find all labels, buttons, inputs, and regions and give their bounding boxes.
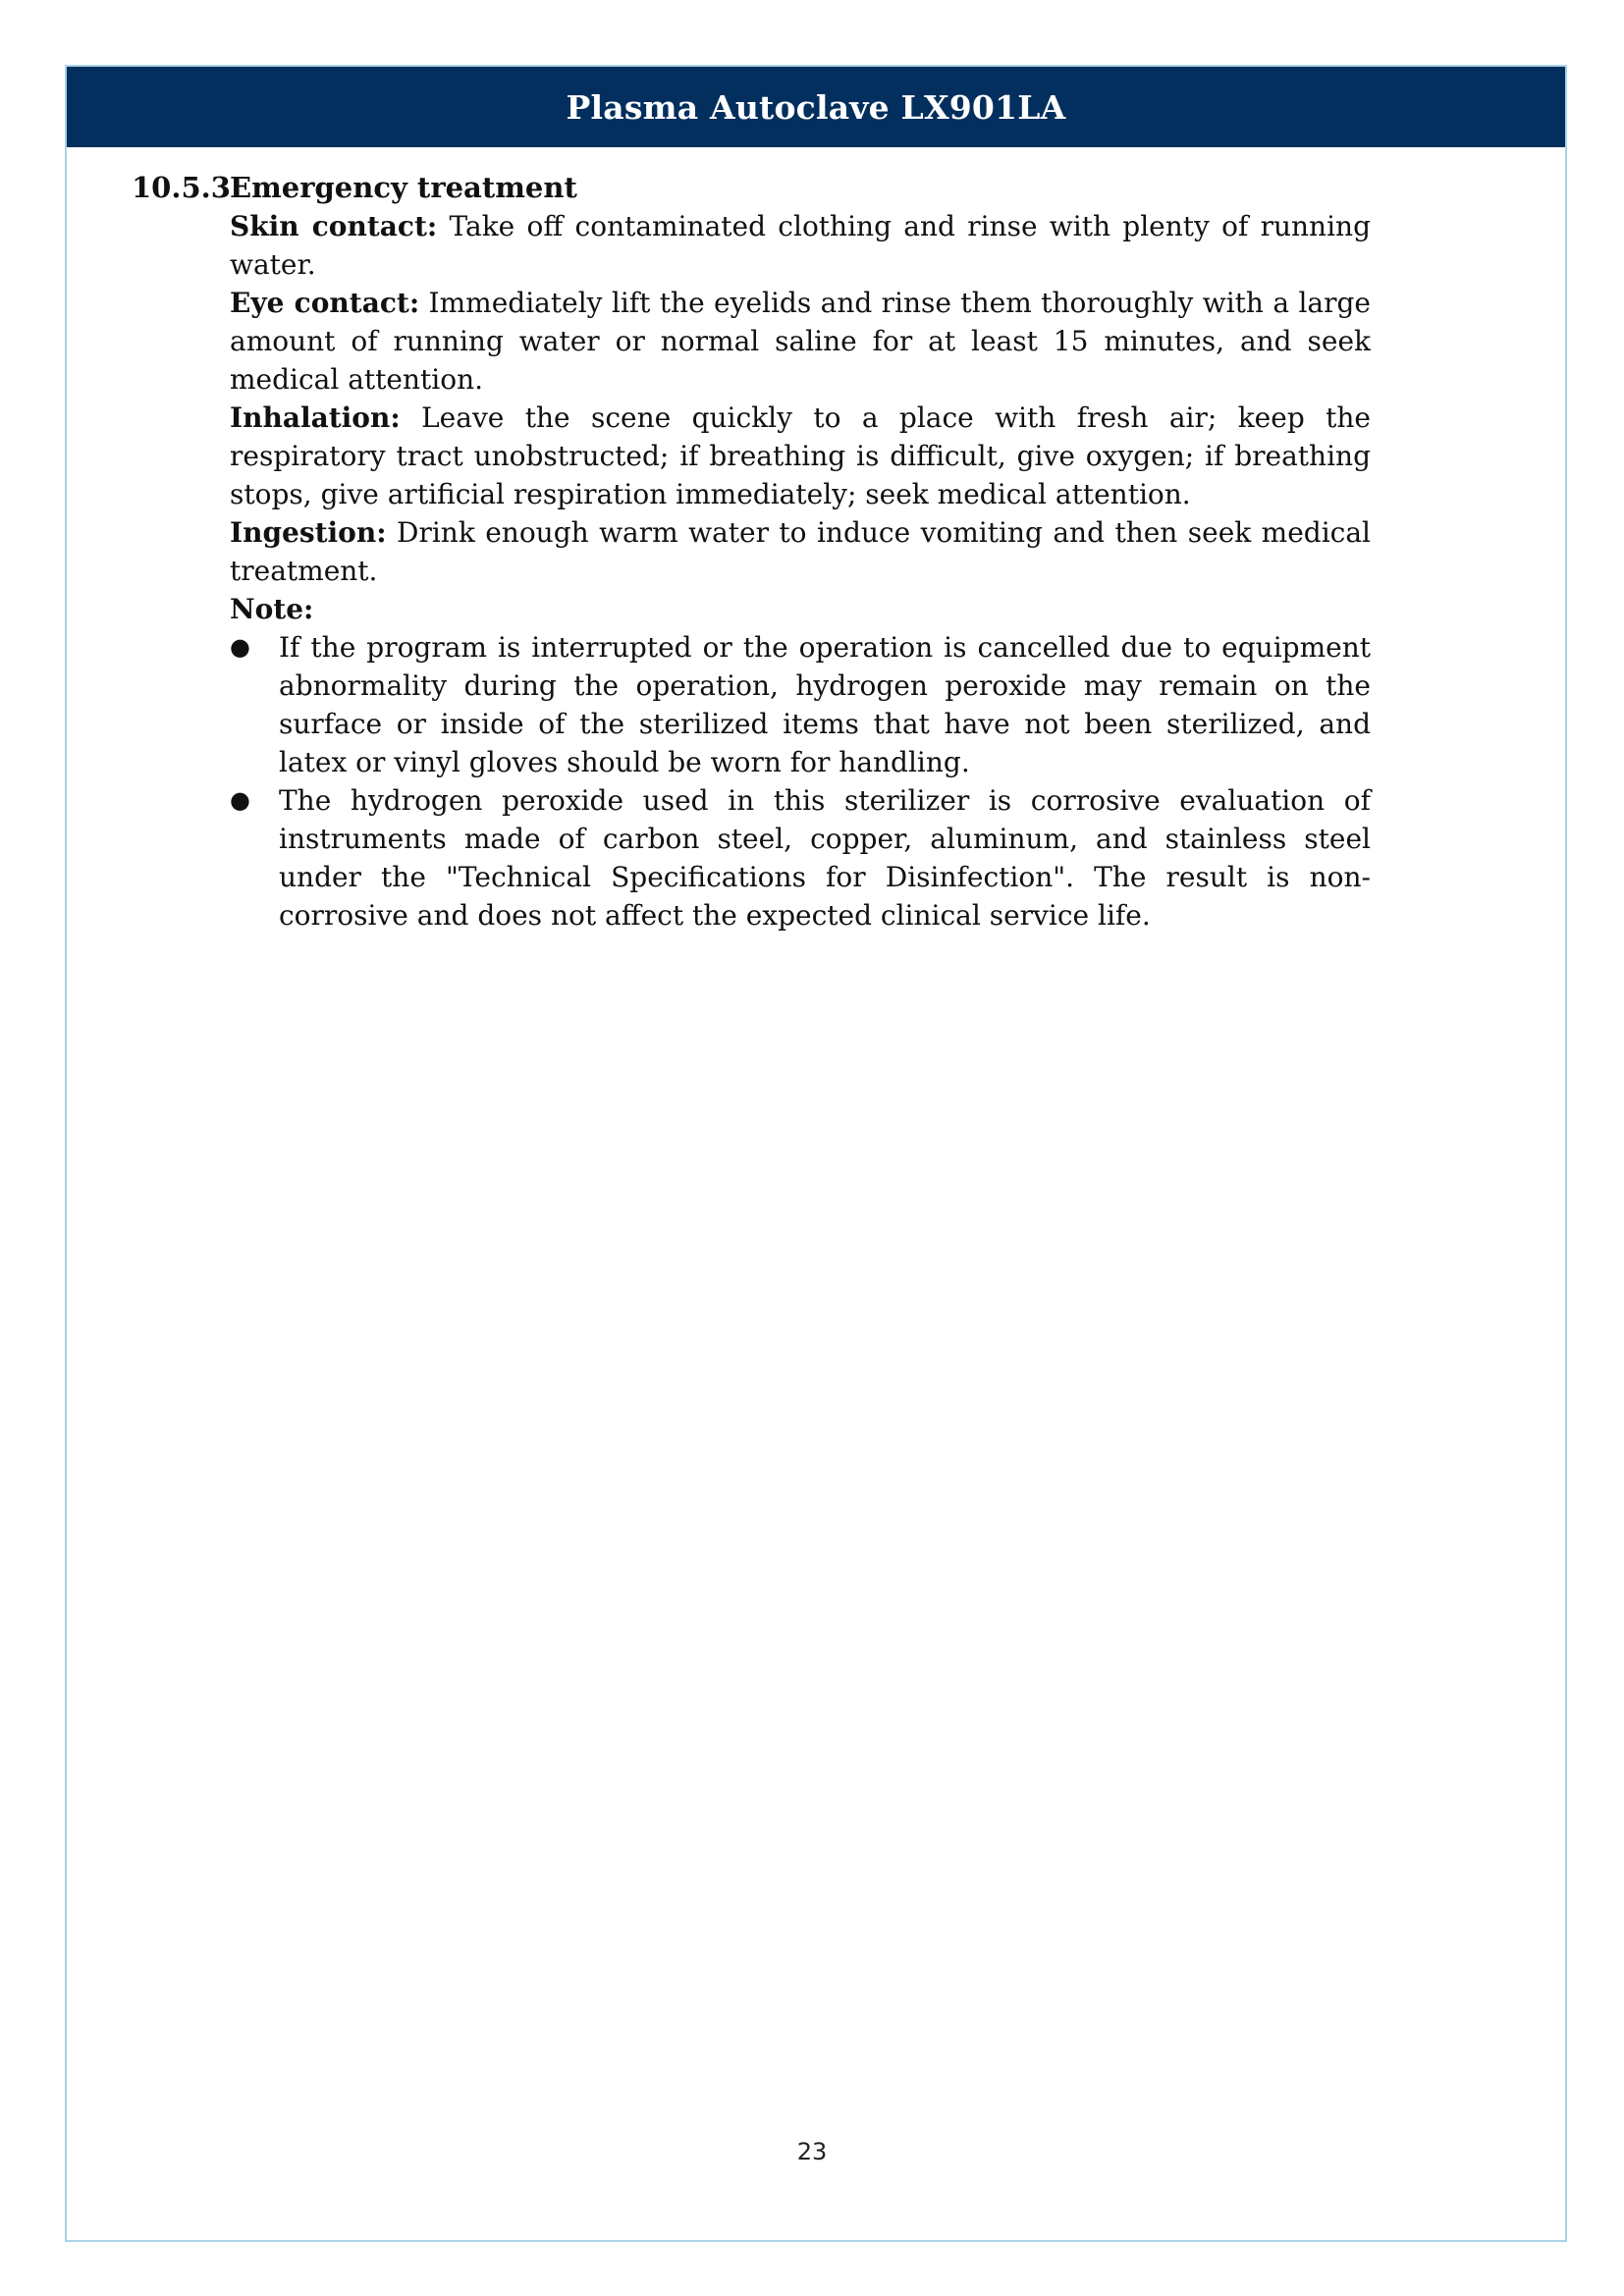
paragraph-lead: Ingestion:: [230, 516, 387, 549]
paragraph-text: Immediately lift the eyelids and rinse them thoroughly with a large amount of running water or normal saline for at least 15 minutes, and seek medical attention.: [230, 287, 1371, 396]
paragraph-ingestion: [230, 513, 1371, 590]
list-item-text: If the program is interrupted or the operation is cancelled due to equipment abnormality during the operation, hydrogen peroxide may remain on the surface or inside of the sterilized items that have not been sterilized, and latex or vinyl gloves should be worn for handling.: [279, 631, 1371, 778]
section-number: 10.5.3: [132, 171, 231, 204]
paragraph-eye-contact: [230, 284, 1371, 399]
paragraph-text: Leave the scene quickly to a place with fresh air; keep the respiratory tract unobstructed; if breathing is difficult, give oxygen; if breathing stops, give artificial respiration immediately; seek medical attention.: [230, 401, 1371, 510]
bullet-icon: ●: [230, 786, 250, 814]
list-item: [230, 628, 1371, 781]
paragraph-skin-contact: [230, 207, 1371, 284]
page-number: 23: [796, 2138, 828, 2165]
note-label: Note:: [230, 593, 314, 625]
paragraph-text: Take off contaminated clothing and rinse with plenty of running water.: [230, 210, 1371, 281]
section-body: [230, 207, 1371, 934]
header-bar: [67, 67, 1565, 147]
document-title: Plasma Autoclave LX901LA: [566, 87, 1066, 127]
bullet-icon: ●: [230, 633, 250, 661]
section-heading: [132, 169, 1437, 207]
paragraph-lead: Inhalation:: [230, 401, 401, 434]
paragraph-inhalation: [230, 399, 1371, 513]
note-list: [230, 628, 1371, 934]
list-item: [230, 781, 1371, 934]
content: [132, 169, 1437, 934]
section-title: Emergency treatment: [230, 171, 577, 204]
paragraph-lead: Eye contact:: [230, 287, 420, 319]
list-item-text: The hydrogen peroxide used in this sterilizer is corrosive evaluation of instruments made of carbon steel, copper, aluminum, and stainless steel under the "Technical Specifications for Disinfection". The result is non-corrosive and does not affect the expected clinical service life.: [279, 784, 1371, 932]
paragraph-lead: Skin contact:: [230, 210, 438, 242]
paragraph-text: Drink enough warm water to induce vomiting and then seek medical treatment.: [230, 516, 1371, 587]
